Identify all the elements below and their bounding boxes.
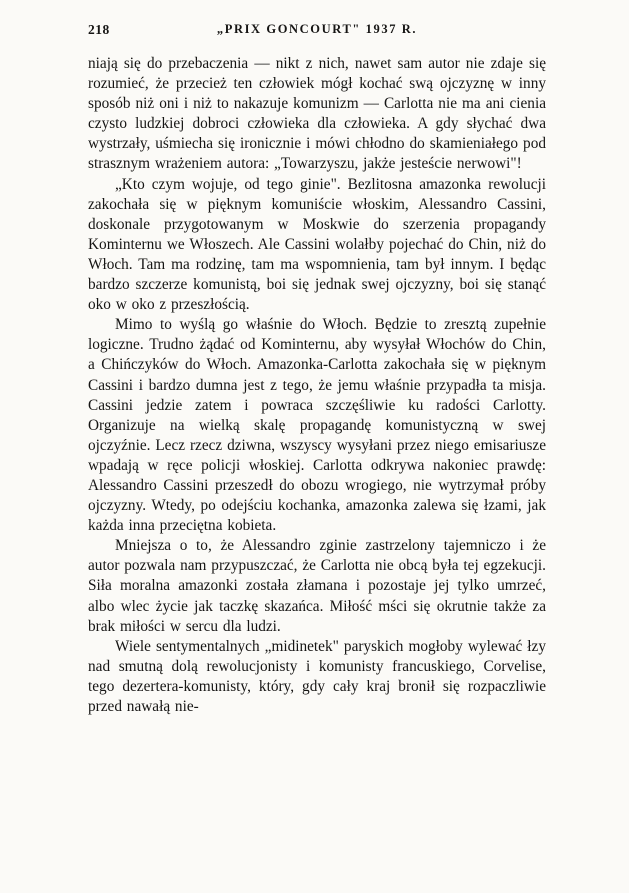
running-title: „PRIX GONCOURT" 1937 R. (216, 22, 418, 36)
page-header (88, 22, 546, 40)
body-text (88, 54, 546, 717)
paragraph: Wiele sentymentalnych „midinetek" paryskich mogłoby wylewać łzy nad smutną dolą rewolucjonisty i komunisty francuskiego, Corvelise, tego dezertera-komunisty, który, gdy cały kraj bronił się rozpaczliwie przed nawałą nie- (88, 637, 546, 715)
page-number: 218 (88, 22, 110, 37)
paragraph: Mniejsza o to, że Alessandro zginie zastrzelony tajemniczo i że autor pozwala nam przypuszczać, że Carlotta nie obcą była tej egzekucji. Siła moralna amazonki została złamana i pozostaje jej tylko umrzeć, albo wlec życie jak taczkę skazańca. Miłość mści się okrutnie także za brak miłości w sercu dla ludzi. (88, 537, 546, 635)
paragraph: Mimo to wyślą go właśnie do Włoch. Będzie to zresztą zupełnie logiczne. Trudno żądać od Kominternu, aby wysyłał Włochów do Chin, a Chińczyków do Włoch. Amazonka-Carlotta zakochała się w pięknym Cassini i bardzo dumna jest z tego, że jemu właśnie przypadła ta misja. Cassini jedzie zatem i powraca szczęśliwie ku radości Carlotty. Organizuje na wielką skalę propagandę komunistyczną w swej ojczyźnie. Lecz rzecz dziwna, wszyscy wysyłani przez niego emisariusze wpadają w ręce policji włoskiej. Carlotta odkrywa nakoniec prawdę: Alessandro Cassini przeszedł do obozu wrogiego, nie wytrzymał próby ojczyzny. Wtedy, po odejściu kochanka, amazonka zalewa się łzami, jak każda inna przeciętna kobieta. (88, 316, 546, 535)
paragraph-continuation: niają się do przebaczenia — nikt z nich, nawet sam autor nie zdaje się rozumieć, że przecież ten człowiek mógł kochać swą ojczyznę w inny sposób niż oni i niż to nakazuje komunizm — Carlotta nie ma ani cienia czysto ludzkiej dobroci człowieka dla człowieka. A gdy słychać dwa wystrzały, uśmiecha się ironicznie i mówi chłodno do skamieniałego pod strasznym wrażeniem autora: „Towarzyszu, jakże jesteście nerwowi"! (88, 55, 546, 173)
paragraph: „Kto czym wojuje, od tego ginie". Bezlitosna amazonka rewolucji zakochała się w pięknym komuniście włoskim, Alessandro Cassini, doskonale przygotowanym w Moskwie do szerzenia propagandy Kominternu we Włoszech. Ale Cassini wolałby pojechać do Chin, niż do Włoch. Tam ma rodzinę, tam ma wspomnienia, tam był innym. I będąc bardzo szczerze komunistą, boi się jednak swej ojczyzny, boi się stanąć oko w oko z przeszłością. (88, 175, 546, 314)
